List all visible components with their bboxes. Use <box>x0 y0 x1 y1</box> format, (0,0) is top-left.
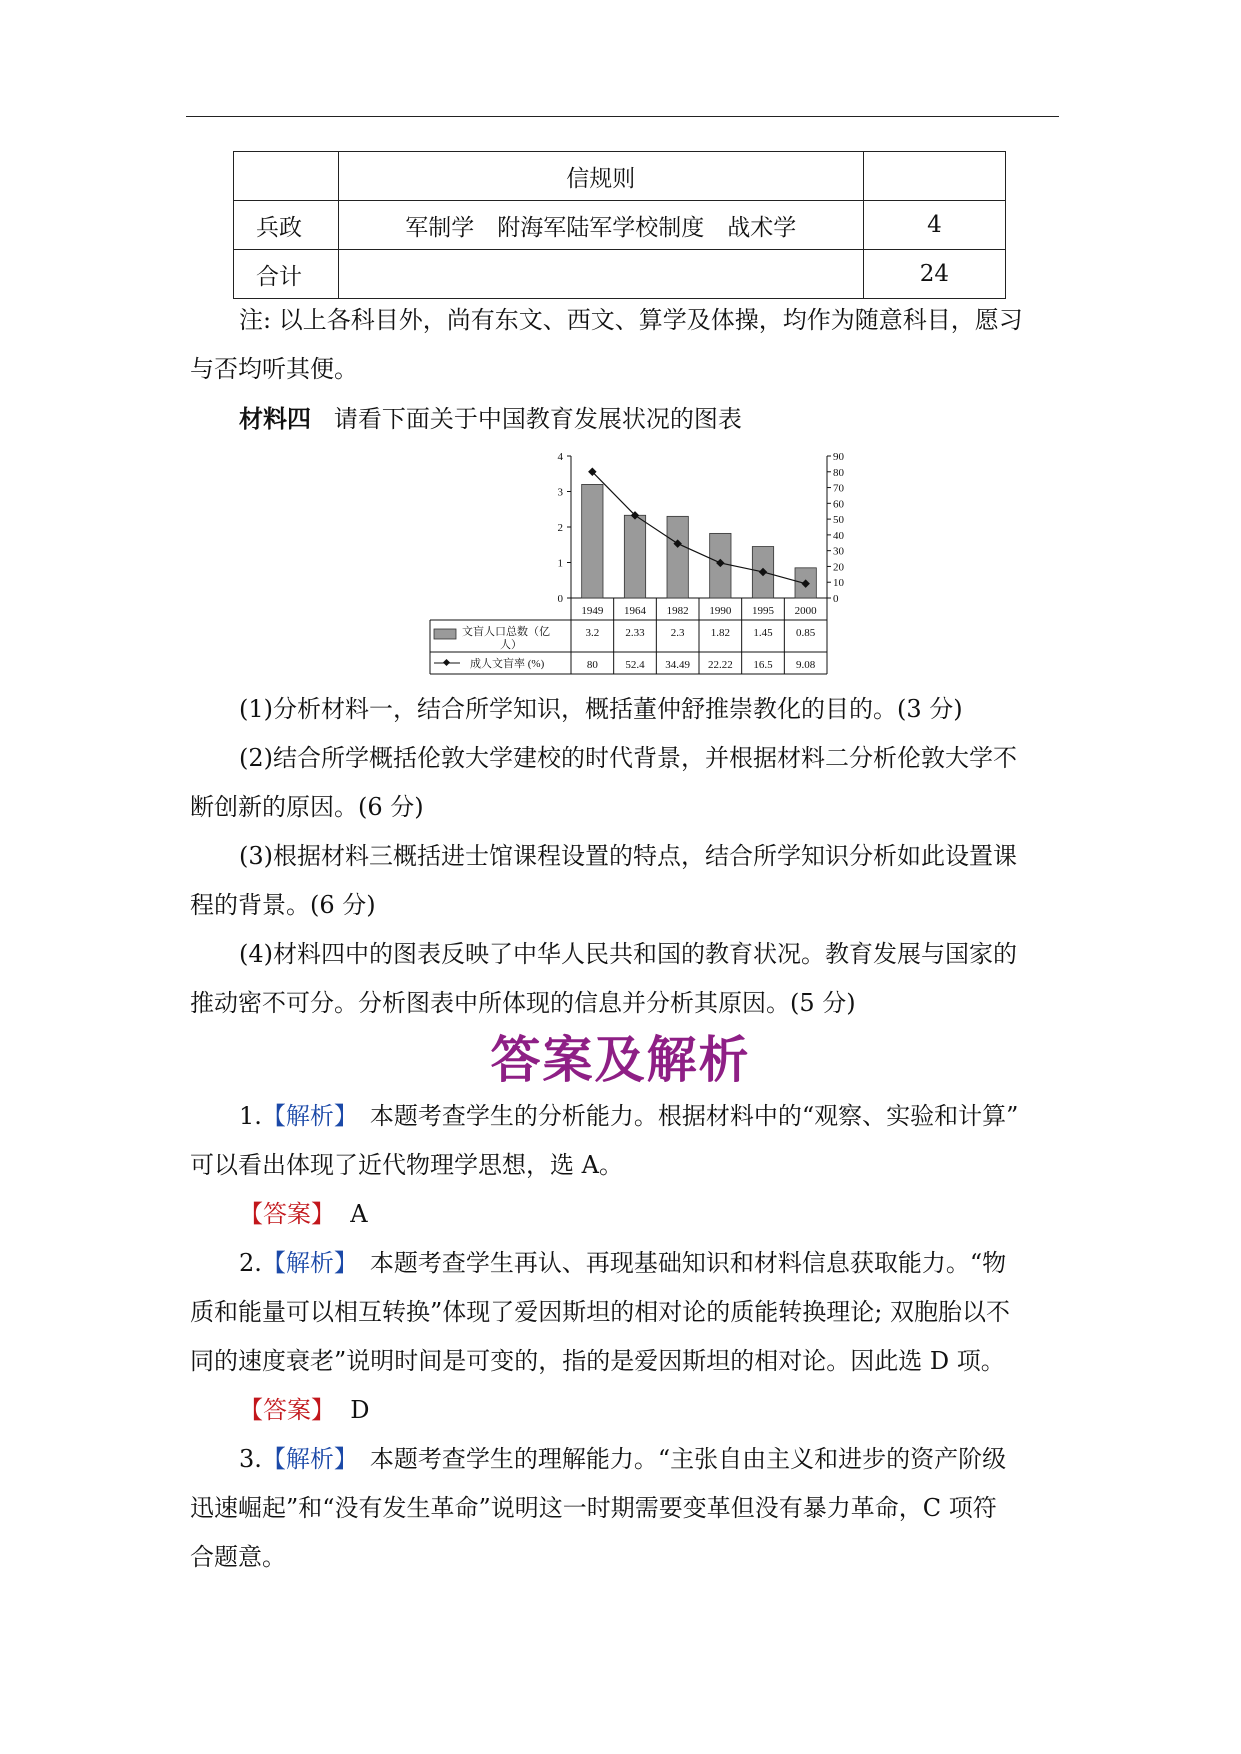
table-cell-subjects <box>338 250 863 299</box>
answer-2-value: D <box>350 1396 370 1424</box>
right-tick-label: 70 <box>833 482 844 495</box>
answer-1-number: 1. <box>239 1102 262 1130</box>
legend-line-marker <box>443 659 450 666</box>
left-tick-label: 4 <box>557 451 563 463</box>
material-4-intro <box>190 394 1052 444</box>
material-4-label: 材料四 <box>239 404 311 433</box>
answer-1-value: A <box>350 1200 368 1228</box>
education-chart <box>420 448 844 671</box>
table-cell-count: 24 <box>863 250 1005 299</box>
table-value: 9.08 <box>796 659 816 671</box>
table-value: 16.5 <box>753 659 773 671</box>
left-tick-label: 1 <box>557 557 563 570</box>
legend-label: 成人文盲率 (%) <box>470 658 545 670</box>
table-cell-subjects: 军制学 附海军陆军学校制度 战术学 <box>338 201 863 250</box>
table-value: 80 <box>586 659 598 671</box>
table-note-line-2: 与否均听其便。 <box>190 355 358 383</box>
question-2-line-1: (2)结合所学概括伦敦大学建校的时代背景，并根据材料二分析伦敦大学不 <box>239 744 1017 772</box>
table-cell-count: 4 <box>863 201 1005 250</box>
table-value: 52.4 <box>625 659 645 671</box>
answer-1-result <box>190 1190 1052 1239</box>
right-tick-label: 40 <box>833 529 844 542</box>
chart-bar <box>624 515 645 598</box>
left-tick-label: 3 <box>557 486 563 499</box>
answer-2-analysis-line-1 <box>190 1239 1052 1288</box>
left-tick-label: 2 <box>557 522 563 534</box>
x-tick-label: 1964 <box>624 605 646 617</box>
right-tick-label: 90 <box>833 451 844 463</box>
answer-2-number: 2. <box>239 1249 262 1277</box>
answer-3-analysis-line-3: 合题意。 <box>190 1543 286 1571</box>
question-2-line-2: 断创新的原因。(6 分) <box>190 793 424 821</box>
right-tick-label: 20 <box>833 561 844 574</box>
legend-label: 人） <box>500 639 522 651</box>
table-cell-subjects: 信规则 <box>338 152 863 201</box>
table-value: 3.2 <box>585 627 600 639</box>
x-tick-label: 1995 <box>752 605 774 617</box>
answer-1-text: 本题考查学生的分析能力。根据材料中的“观察、实验和计算” <box>345 1102 1019 1130</box>
chart-bar <box>667 516 688 598</box>
question-4-line-1: (4)材料四中的图表反映了中华人民共和国的教育状况。教育发展与国家的 <box>239 940 1017 968</box>
table-value: 34.49 <box>665 659 691 671</box>
left-tick-label: 0 <box>557 593 563 605</box>
question-3-line-2: 程的背景。(6 分) <box>190 891 376 919</box>
right-tick-label: 60 <box>833 498 844 511</box>
answer-2-result <box>190 1386 1052 1435</box>
right-tick-label: 0 <box>833 593 839 605</box>
table-value: 1.82 <box>710 627 730 639</box>
answer-2-analysis-line-3: 同的速度衰老”说明时间是可变的，指的是爱因斯坦的相对论。因此选 D 项。 <box>190 1347 1005 1375</box>
answers-heading: 答案及解析 <box>490 1031 751 1089</box>
answer-3-analysis-line-2: 迅速崛起”和“没有发生革命”说明这一时期需要变革但没有暴力革命，C 项符 <box>190 1494 997 1522</box>
answer-3-analysis-line-1 <box>190 1435 1052 1484</box>
x-tick-label: 1982 <box>666 605 689 617</box>
table-value: 0.85 <box>796 627 816 639</box>
right-tick-label: 80 <box>833 466 844 479</box>
table-row <box>234 201 1006 250</box>
question-4-line-2: 推动密不可分。分析图表中所体现的信息并分析其原因。(5 分) <box>190 989 856 1017</box>
analysis-tag: 【解析】 <box>261 1445 346 1473</box>
table-value: 1.45 <box>753 627 773 639</box>
table-cell-category: 兵政 <box>234 201 339 250</box>
right-tick-label: 50 <box>833 514 844 527</box>
legend-bar-swatch <box>434 629 456 639</box>
header-rule <box>186 116 1059 117</box>
table-value: 2.3 <box>670 627 685 639</box>
chart-bar <box>582 484 603 598</box>
x-tick-label: 1949 <box>581 605 604 617</box>
answer-3-number: 3. <box>239 1445 262 1473</box>
answer-2-analysis-line-2: 质和能量可以相互转换”体现了爱因斯坦的相对论的质能转换理论; 双胞胎以不 <box>190 1298 1010 1326</box>
table-note-line-1: 注: 以上各科目外，尚有东文、西文、算学及体操，均作为随意科目，愿习 <box>239 306 1023 334</box>
analysis-tag: 【解析】 <box>261 1102 346 1130</box>
answer-tag: 【答案】 <box>239 1200 335 1228</box>
x-tick-label: 2000 <box>794 605 817 617</box>
answer-3-text: 本题考查学生的理解能力。“主张自由主义和进步的资产阶级 <box>345 1445 1007 1473</box>
right-tick-label: 10 <box>833 577 844 590</box>
table-value: 2.33 <box>625 627 645 639</box>
legend-label: 文盲人口总数（亿 <box>462 626 550 638</box>
material-4-text: 请看下面关于中国教育发展状况的图表 <box>333 405 742 433</box>
answer-1-analysis-line-1 <box>190 1092 1052 1141</box>
question-3-line-1: (3)根据材料三概括进士馆课程设置的特点，结合所学知识分析如此设置课 <box>239 842 1017 870</box>
x-tick-label: 1990 <box>709 605 732 617</box>
table-row <box>234 250 1006 299</box>
table-cell-category: 合计 <box>234 250 339 299</box>
table-cell-category <box>234 152 339 201</box>
curriculum-table <box>233 151 1006 299</box>
question-1: (1)分析材料一，结合所学知识，概括董仲舒推崇教化的目的。(3 分) <box>239 695 963 723</box>
answer-tag: 【答案】 <box>239 1396 335 1424</box>
table-cell-count <box>863 152 1005 201</box>
right-tick-label: 30 <box>833 545 844 558</box>
answer-2-text: 本题考查学生再认、再现基础知识和材料信息获取能力。“物 <box>345 1249 1007 1277</box>
table-value: 22.22 <box>707 659 733 671</box>
answer-1-analysis-line-2: 可以看出体现了近代物理学思想，选 A。 <box>190 1151 623 1179</box>
analysis-tag: 【解析】 <box>261 1249 346 1277</box>
table-row <box>234 152 1006 201</box>
